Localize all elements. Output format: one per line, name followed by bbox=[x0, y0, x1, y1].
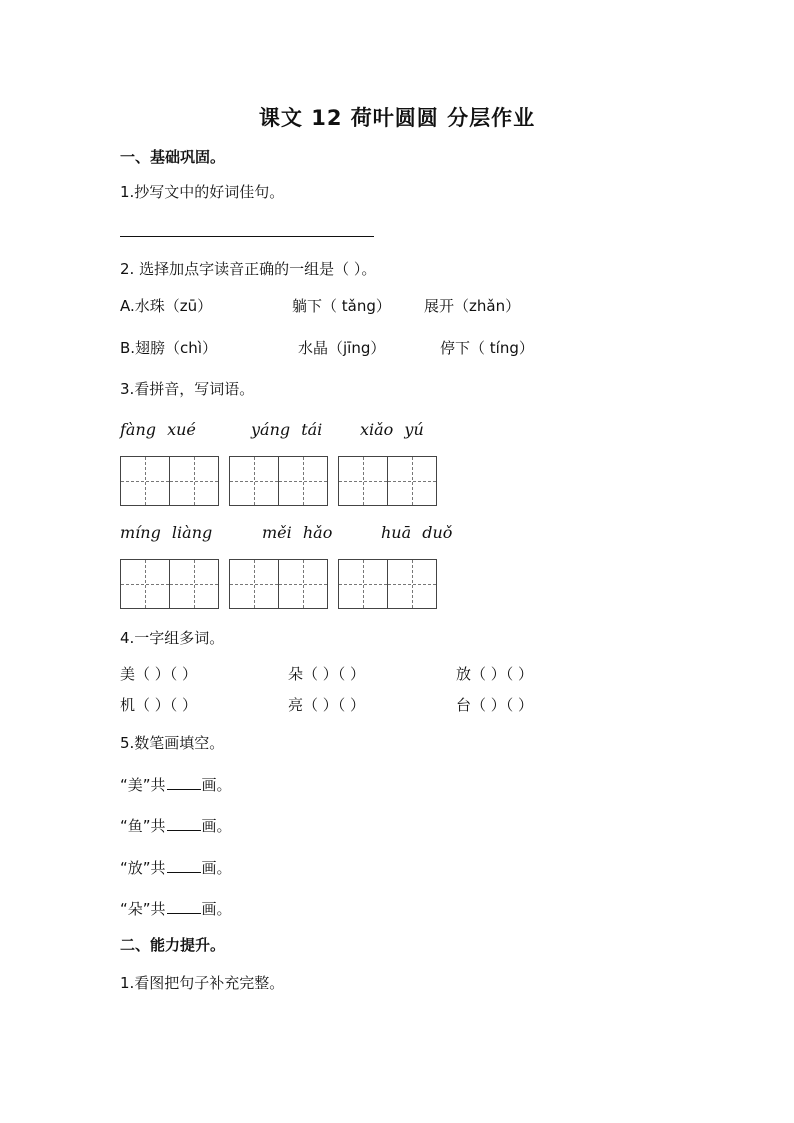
word-group-ji[interactable]: 机（ ）（ ） bbox=[120, 696, 198, 714]
stroke-count-prefix: “放”共 bbox=[120, 859, 166, 877]
pinyin-yang-tai: yáng tái bbox=[251, 420, 323, 439]
word-group-fang[interactable]: 放（ ）（ ） bbox=[456, 665, 534, 683]
word-group-liang[interactable]: 亮（ ）（ ） bbox=[288, 696, 366, 714]
option-b-item-2[interactable]: 水晶（jīng） bbox=[298, 339, 386, 357]
stroke-count-blank[interactable] bbox=[167, 816, 201, 831]
stroke-count-suffix: 画。 bbox=[201, 859, 232, 877]
pinyin-xiao-yu: xiǎo yú bbox=[360, 420, 424, 439]
stroke-count-item bbox=[120, 774, 232, 795]
option-a-item-1[interactable]: A.水珠（zū） bbox=[120, 297, 213, 315]
question-picture-sentence: 1.看图把句子补充完整。 bbox=[120, 974, 285, 992]
stroke-count-prefix: “鱼”共 bbox=[120, 817, 166, 835]
question-4-word-groups: 4.一字组多词。 bbox=[120, 629, 225, 647]
answer-line[interactable] bbox=[120, 236, 374, 237]
writing-grid[interactable] bbox=[338, 559, 437, 609]
stroke-count-blank[interactable] bbox=[167, 899, 201, 914]
stroke-count-suffix: 画。 bbox=[201, 817, 232, 835]
stroke-count-suffix: 画。 bbox=[201, 776, 232, 794]
word-group-duo[interactable]: 朵（ ）（ ） bbox=[288, 665, 366, 683]
stroke-count-prefix: “美”共 bbox=[120, 776, 166, 794]
option-b-item-3[interactable]: 停下（ tíng） bbox=[440, 339, 534, 357]
question-5-strokes: 5.数笔画填空。 bbox=[120, 734, 225, 752]
stroke-count-suffix: 画。 bbox=[201, 900, 232, 918]
section-advanced-heading: 二、能力提升。 bbox=[120, 936, 226, 954]
word-group-mei[interactable]: 美（ ）（ ） bbox=[120, 665, 198, 683]
stroke-count-item bbox=[120, 815, 232, 836]
stroke-count-blank[interactable] bbox=[167, 775, 201, 790]
stroke-count-item bbox=[120, 898, 232, 919]
page-title: 课文 12 荷叶圆圆 分层作业 bbox=[258, 106, 536, 130]
pinyin-ming-liang: míng liàng bbox=[120, 523, 213, 542]
writing-grid[interactable] bbox=[229, 559, 328, 609]
question-1-copy: 1.抄写文中的好词佳句。 bbox=[120, 183, 285, 201]
option-a-item-2[interactable]: 躺下（ tǎng） bbox=[292, 297, 391, 315]
stroke-count-blank[interactable] bbox=[167, 858, 201, 873]
pinyin-fang-xue: fàng xué bbox=[120, 420, 196, 439]
question-3-pinyin: 3.看拼音，写词语。 bbox=[120, 380, 255, 398]
pinyin-mei-hao: měi hǎo bbox=[262, 523, 333, 542]
pinyin-hua-duo: huā duǒ bbox=[381, 523, 453, 542]
writing-grid[interactable] bbox=[120, 559, 219, 609]
stroke-count-item bbox=[120, 857, 232, 878]
question-2-pronunciation: 2. 选择加点字读音正确的一组是（ ）。 bbox=[120, 260, 377, 278]
word-group-tai[interactable]: 台（ ）（ ） bbox=[456, 696, 534, 714]
option-b-item-1[interactable]: B.翅膀（chì） bbox=[120, 339, 217, 357]
section-basic-heading: 一、基础巩固。 bbox=[120, 148, 226, 166]
writing-grid[interactable] bbox=[120, 456, 219, 506]
writing-grid[interactable] bbox=[338, 456, 437, 506]
option-a-item-3[interactable]: 展开（zhǎn） bbox=[424, 297, 521, 315]
stroke-count-prefix: “朵”共 bbox=[120, 900, 166, 918]
writing-grid[interactable] bbox=[229, 456, 328, 506]
